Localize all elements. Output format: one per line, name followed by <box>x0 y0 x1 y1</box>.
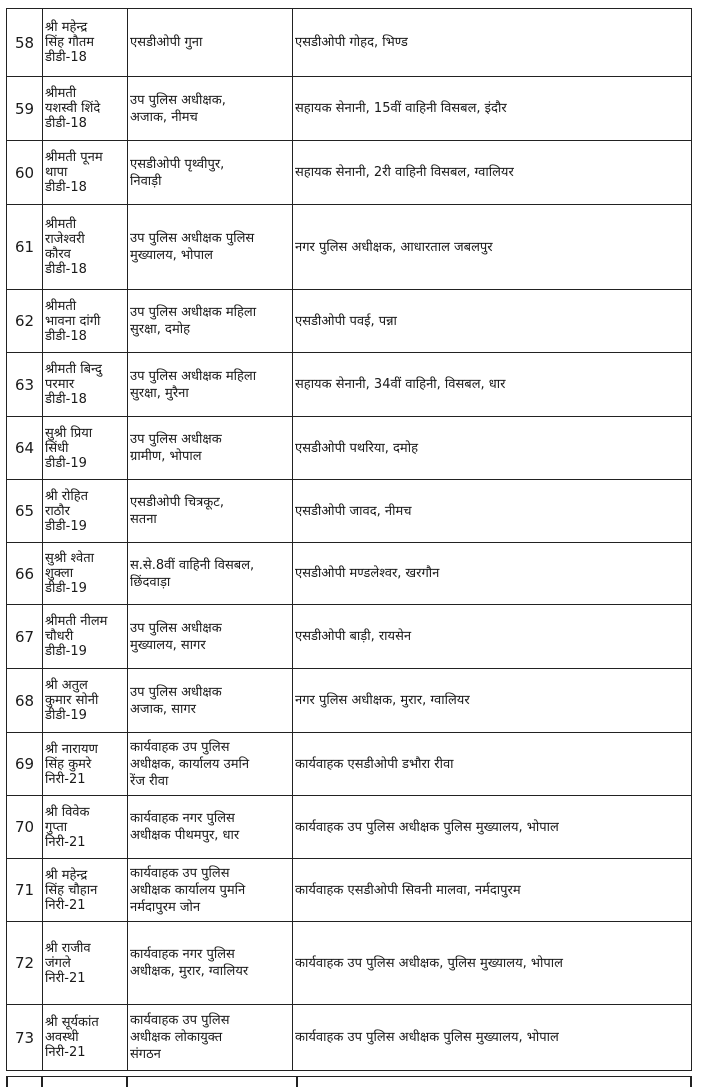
officer-name: श्रीमती पूनम थापा डीडी-18 <box>43 141 128 205</box>
current-posting: एसडीओपी पृथ्वीपुर, निवाड़ी <box>128 141 293 205</box>
new-posting: सहायक सेनानी, 2री वाहिनी विसबल, ग्वालियर <box>293 141 692 205</box>
table-row <box>7 669 692 733</box>
serial-number: 70 <box>7 796 43 859</box>
officer-name: श्रीमती यशस्वी शिंदे डीडी-18 <box>43 77 128 141</box>
new-posting: एसडीओपी जावद, नीमच <box>293 480 692 543</box>
serial-number: 73 <box>7 1005 43 1071</box>
new-posting: एसडीओपी गोहद, भिण्ड <box>293 9 692 77</box>
table-row <box>7 796 692 859</box>
officer-name: श्री रोहित राठौर डीडी-19 <box>43 480 128 543</box>
new-posting: नगर पुलिस अधीक्षक, मुरार, ग्वालियर <box>293 669 692 733</box>
new-posting: एसडीओपी पवई, पन्ना <box>293 290 692 353</box>
officer-name: श्री राजीव जंगले निरी-21 <box>43 922 128 1005</box>
table-row <box>7 543 692 605</box>
new-posting: कार्यवाहक उप पुलिस अधीक्षक पुलिस मुख्यालय, भोपाल <box>293 796 692 859</box>
officer-name: सुश्री श्वेता शुक्ला डीडी-19 <box>43 543 128 605</box>
serial-number: 60 <box>7 141 43 205</box>
transfer-table <box>6 8 692 1071</box>
current-posting: एसडीओपी चित्रकूट, सतना <box>128 480 293 543</box>
serial-number: 62 <box>7 290 43 353</box>
officer-name: श्री विवेक गुप्ता निरी-21 <box>43 796 128 859</box>
current-posting: उप पुलिस अधीक्षक महिला सुरक्षा, दमोह <box>128 290 293 353</box>
table-row <box>7 417 692 480</box>
table-row <box>7 141 692 205</box>
table-row <box>7 733 692 796</box>
new-posting: एसडीओपी बाड़ी, रायसेन <box>293 605 692 669</box>
current-posting: एसडीओपी गुना <box>128 9 293 77</box>
serial-number: 65 <box>7 480 43 543</box>
current-posting: उप पुलिस अधीक्षक अजाक, सागर <box>128 669 293 733</box>
new-posting: एसडीओपी मण्डलेश्वर, खरगौन <box>293 543 692 605</box>
current-posting: कार्यवाहक उप पुलिस अधीक्षक कार्यालय पुमनि नर्मदापुरम जोन <box>128 859 293 922</box>
current-posting: कार्यवाहक उप पुलिस अधीक्षक लोकायुक्त संगठन <box>128 1005 293 1071</box>
next-row-edge <box>6 1076 692 1087</box>
officer-name: श्री महेन्द्र सिंह चौहान निरी-21 <box>43 859 128 922</box>
current-posting: स.से.8वीं वाहिनी विसबल, छिंदवाड़ा <box>128 543 293 605</box>
current-posting: उप पुलिस अधीक्षक, अजाक, नीमच <box>128 77 293 141</box>
table-row <box>7 1005 692 1071</box>
serial-number: 61 <box>7 205 43 290</box>
table-row <box>7 9 692 77</box>
officer-name: श्री महेन्द्र सिंह गौतम डीडी-18 <box>43 9 128 77</box>
officer-name: श्रीमती बिन्दु परमार डीडी-18 <box>43 353 128 417</box>
serial-number: 66 <box>7 543 43 605</box>
new-posting: कार्यवाहक एसडीओपी सिवनी मालवा, नर्मदापुरम <box>293 859 692 922</box>
current-posting: उप पुलिस अधीक्षक ग्रामीण, भोपाल <box>128 417 293 480</box>
officer-name: श्रीमती नीलम चौधरी डीडी-19 <box>43 605 128 669</box>
table-row <box>7 353 692 417</box>
serial-number: 71 <box>7 859 43 922</box>
serial-number: 68 <box>7 669 43 733</box>
officer-name: श्रीमती राजेश्वरी कौरव डीडी-18 <box>43 205 128 290</box>
table-row <box>7 859 692 922</box>
officer-name: श्री नारायण सिंह कुमरे निरी-21 <box>43 733 128 796</box>
new-posting: कार्यवाहक उप पुलिस अधीक्षक, पुलिस मुख्यालय, भोपाल <box>293 922 692 1005</box>
table-row <box>7 605 692 669</box>
officer-name: श्रीमती भावना दांगी डीडी-18 <box>43 290 128 353</box>
officer-name: श्री सूर्यकांत अवस्थी निरी-21 <box>43 1005 128 1071</box>
serial-number: 67 <box>7 605 43 669</box>
current-posting: उप पुलिस अधीक्षक पुलिस मुख्यालय, भोपाल <box>128 205 293 290</box>
serial-number: 59 <box>7 77 43 141</box>
serial-number: 64 <box>7 417 43 480</box>
officer-name: श्री अतुल कुमार सोनी डीडी-19 <box>43 669 128 733</box>
officer-name: सुश्री प्रिया सिंधी डीडी-19 <box>43 417 128 480</box>
serial-number: 63 <box>7 353 43 417</box>
new-posting: एसडीओपी पथरिया, दमोह <box>293 417 692 480</box>
serial-number: 72 <box>7 922 43 1005</box>
new-posting: सहायक सेनानी, 34वीं वाहिनी, विसबल, धार <box>293 353 692 417</box>
new-posting: कार्यवाहक एसडीओपी डभौरा रीवा <box>293 733 692 796</box>
current-posting: कार्यवाहक उप पुलिस अधीक्षक, कार्यालय उमनि रेंज रीवा <box>128 733 293 796</box>
table-row <box>7 480 692 543</box>
current-posting: कार्यवाहक नगर पुलिस अधीक्षक पीथमपुर, धार <box>128 796 293 859</box>
current-posting: उप पुलिस अधीक्षक महिला सुरक्षा, मुरैना <box>128 353 293 417</box>
serial-number: 69 <box>7 733 43 796</box>
table-row <box>7 290 692 353</box>
current-posting: उप पुलिस अधीक्षक मुख्यालय, सागर <box>128 605 293 669</box>
table-row <box>7 922 692 1005</box>
new-posting: कार्यवाहक उप पुलिस अधीक्षक पुलिस मुख्यालय, भोपाल <box>293 1005 692 1071</box>
new-posting: नगर पुलिस अधीक्षक, आधारताल जबलपुर <box>293 205 692 290</box>
new-posting: सहायक सेनानी, 15वीं वाहिनी विसबल, इंदौर <box>293 77 692 141</box>
current-posting: कार्यवाहक नगर पुलिस अधीक्षक, मुरार, ग्वालियर <box>128 922 293 1005</box>
table-row <box>7 205 692 290</box>
table-row <box>7 77 692 141</box>
serial-number: 58 <box>7 9 43 77</box>
